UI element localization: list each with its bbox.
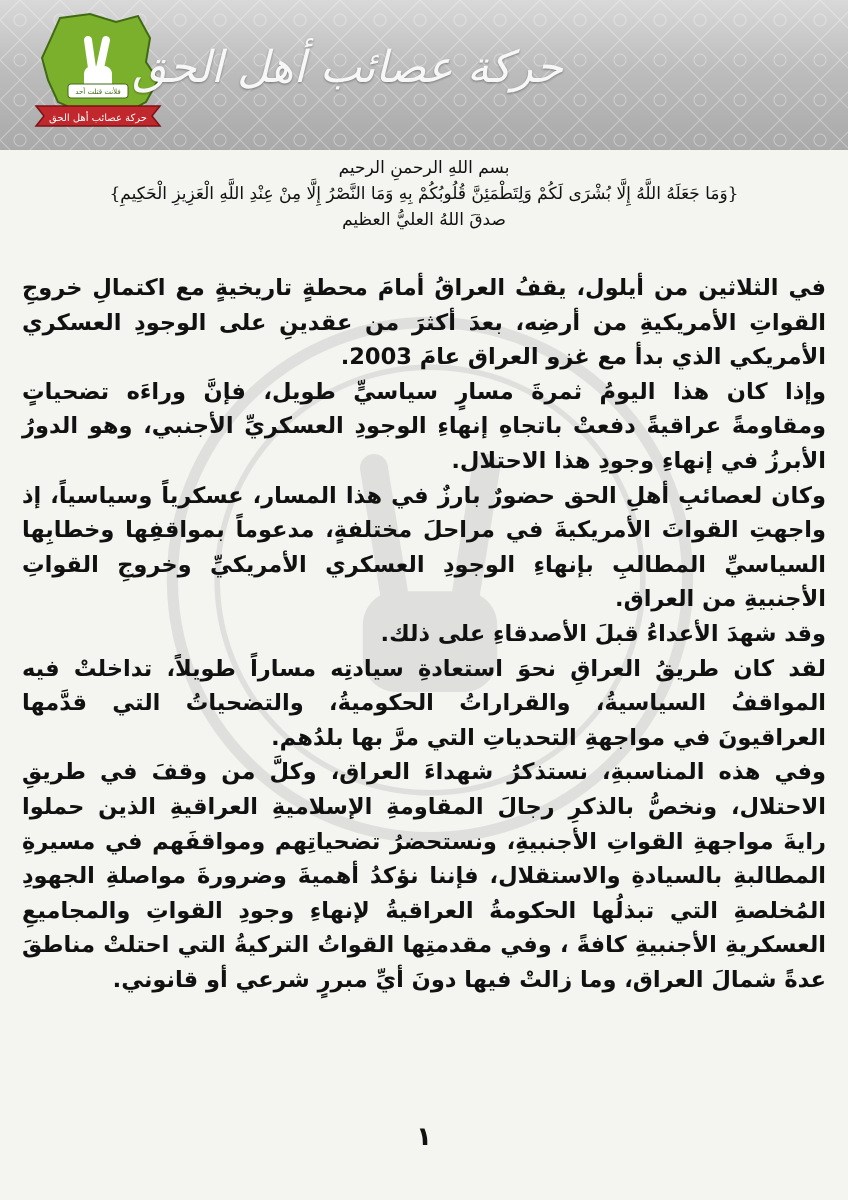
document-content [22,155,826,997]
paragraph: وفي هذه المناسبةِ، نستذكرُ شهداءَ العراق، وكلَّ من وقفَ في طريقِ الاحتلال، ونخصُّ بالذكرِ رجالَ المقاومةِ الإسلاميةِ العراقيةِ الذين حملوا رايةَ مواجهةِ القواتِ الأجنبيةِ، ونستحضرُ تضحياتِهم ومواقفَهم في مسيرةِ المطالبةِ بالسيادةِ والاستقلال، فإننا نؤكدُ أهميةَ وضرورةَ مواصلةِ الجهودِ المُخلصةِ التي تبذلُها الحكومةُ العراقيةُ لإنهاءِ وجودِ القواتِ والمجاميعِ العسكريةِ الأجنبيةِ كافةً ، وفي مقدمتِها القواتُ التركيةُ التي احتلتْ مناطقَ عدةً شمالَ العراق، وما زالتْ فيها دونَ أيِّ مبررٍ شرعي أو قانوني. [22,759,826,993]
header-banner [0,0,848,150]
paragraph: وقد شهدَ الأعداءُ قبلَ الأصدقاءِ على ذلك. [380,620,826,647]
logo-banner-text: فلأنت قتلت أحد [75,88,121,96]
paragraph: في الثلاثين من أيلول، يقفُ العراقُ أمامَ محطةٍ تاريخيةٍ مع اكتمالِ خروجِ القواتِ الأمريكيةِ من أرضِه، بعدَ أكثرَ من عقدينِ على الوجودِ العسكري الأمريكي الذي بدأ مع غزو العراق عامَ 2003. [22,275,826,371]
quran-verse: {وَمَا جَعَلَهُ اللَّهُ إِلَّا بُشْرَى لَكُمْ وَلِتَطْمَئِنَّ قُلُوبُكُمْ بِهِ وَمَا النَّصْرُ إِلَّا مِنْ عِنْدِ اللَّهِ الْعَزِيزِ الْحَكِيمِ} [109,184,739,204]
paragraph: وإذا كان هذا اليومُ ثمرةَ مسارٍ سياسيٍّ طويل، فإنَّ وراءَه تضحياتٍ ومقاومةً عراقيةً دفعتْ باتجاهِ إنهاءِ الوجودِ العسكريِّ الأجنبي، وهو الدورُ الأبرزُ في إنهاءِ وجودِ هذا الاحتلال. [22,378,826,474]
intro-block [22,155,826,233]
paragraph: وكان لعصائبِ أهلِ الحق حضورٌ بارزٌ في هذا المسار، عسكرياً وسياسياً، إذ واجهتِ القواتَ الأمريكيةَ في مراحلَ مختلفةٍ، مدعوماً بمواقفِها وخطابِها السياسيِّ المطالبِ بإنهاءِ الوجودِ العسكري الأمريكيِّ وخروجِ القواتِ الأجنبيةِ من العراق. [22,482,826,613]
basmala: بسم اللهِ الرحمنِ الرحيم [338,158,510,178]
logo-text: حركة عصائب أهل الحق [49,113,147,124]
page-number: ١ [416,1122,432,1152]
header-title: حركة عصائب أهل الحق [132,42,563,93]
paragraph: لقد كان طريقُ العراقِ نحوَ استعادةِ سيادتِه مساراً طويلاً، تداخلتْ فيه المواقفُ السياسيةُ، والقراراتُ الحكوميةُ، والتضحياتُ التي قدَّمها العراقيونَ في مواجهةِ التحدياتِ التي مرَّ بها بلدُهم. [22,655,826,751]
verse-closing: صدقَ اللهُ العليُّ العظيم [342,210,506,230]
statement-body [22,271,826,997]
